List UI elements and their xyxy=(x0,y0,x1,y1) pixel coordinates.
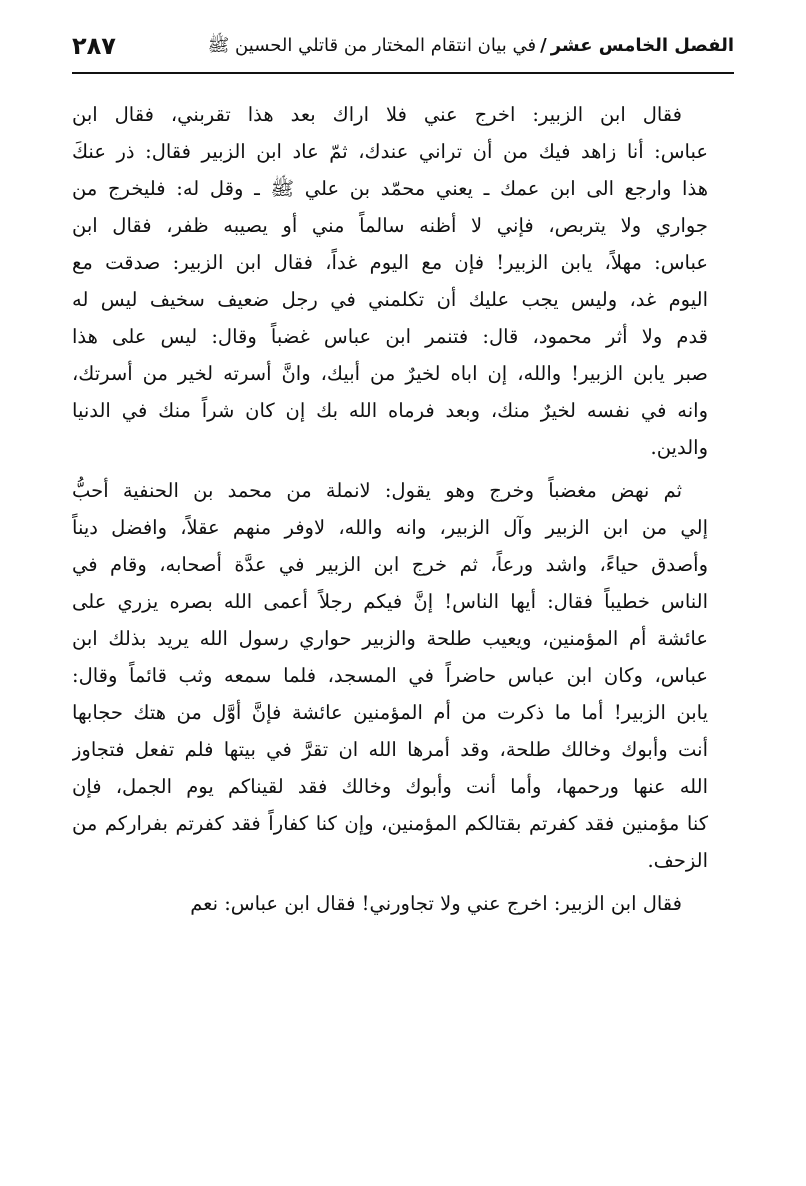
text-line: يابن الزبير! أما ما ذكرت من أم المؤمنين عائشة فإنَّ أوَّل من هتك حجابها xyxy=(72,701,708,724)
text-line: الناس خطيباً فقال: أيها الناس! إنَّ فيكم رجلاً أعمى الله بصره يزري على xyxy=(72,590,708,613)
text-line: الله عنها ورحمها، وأما أنت وأبوك وخالك فقد لقيناكم يوم الجمل، فإن xyxy=(72,775,708,798)
text-line: جواري ولا يتربص، فإني لا أظنه سالماً مني أو يصيبه ظفر، فقال ابن xyxy=(72,214,708,237)
text-line: هذا وارجع الى ابن عمك ـ يعني محمّد بن علي ﷺ ـ وقل له: فليخرج من xyxy=(72,177,708,200)
text-line: ثم نهض مغضباً وخرج وهو يقول: لانملة من محمد بن الحنفية أحبُّ xyxy=(72,479,682,502)
paragraph xyxy=(72,96,734,466)
text-line: عباس: مهلاً، يابن الزبير! فإن مع اليوم غداً، فقال ابن الزبير: صدقت مع xyxy=(72,251,708,274)
body-text xyxy=(72,96,734,922)
text-line: إلي من ابن الزبير وآل الزبير، وانه والله، لاوفر منهم عقلاً، وافضل ديناً xyxy=(72,516,708,539)
text-line: قدم ولا أثر محمود، قال: فتنمر ابن عباس غضباً وقال: ليس على هذا xyxy=(72,325,708,348)
text-line: والدين. xyxy=(650,436,708,459)
text-line: عباس، وكان ابن عباس حاضراً في المسجد، فلما سمعه وثب قائماً وقال: xyxy=(72,664,708,687)
text-line: فقال ابن الزبير: اخرج عني ولا تجاورني! فقال ابن عباس: نعم xyxy=(190,892,682,915)
text-line: فقال ابن الزبير: اخرج عني فلا اراك بعد هذا تقربني، فقال ابن xyxy=(72,103,682,126)
paragraph xyxy=(72,885,734,922)
text-line: كنا مؤمنين فقد كفرتم بقتالكم المؤمنين، وإن كنا كفاراً فقد كفرتم بفراركم من xyxy=(72,812,708,835)
text-line: صبر يابن الزبير! والله، إن اباه لخيرٌ من أبيك، وانَّ أسرته لخير من أسرتك، xyxy=(72,362,708,385)
chapter-title: الفصل الخامس عشر xyxy=(550,35,734,56)
running-title xyxy=(208,34,734,60)
paragraph xyxy=(72,472,734,879)
text-line: وانه في نفسه لخيرٌ منك، وبعد فرماه الله بك إن كان شراً منك في الدنيا xyxy=(72,399,708,422)
chapter-subject: في بيان انتقام المختار من قاتلي الحسين ﷺ xyxy=(207,35,537,56)
title-separator: / xyxy=(540,35,547,56)
text-line: وأصدق حياءً، واشد ورعاً، ثم خرج ابن الزبير في عدَّة أصحابه، وقام في xyxy=(72,553,708,576)
text-line: اليوم غد، وليس يجب عليك أن تكلمني في رجل ضعيف سخيف ليس له xyxy=(72,288,708,311)
text-line: أنت وأبوك وخالك طلحة، وقد أمرها الله ان تقرَّ في بيتها فلم تفعل فتجاوز xyxy=(72,738,708,761)
running-header xyxy=(72,28,734,74)
text-line: عباس: أنا زاهد فيك من أن تراني عندك، ثمّ عاد ابن الزبير فقال: ذر عنكَ xyxy=(72,140,708,163)
text-line: عائشة أم المؤمنين، ويعيب طلحة والزبير حواري رسول الله يريد بذلك ابن xyxy=(72,627,708,650)
text-line: الزحف. xyxy=(647,849,708,872)
page-number: ٢٨٧ xyxy=(72,32,116,60)
